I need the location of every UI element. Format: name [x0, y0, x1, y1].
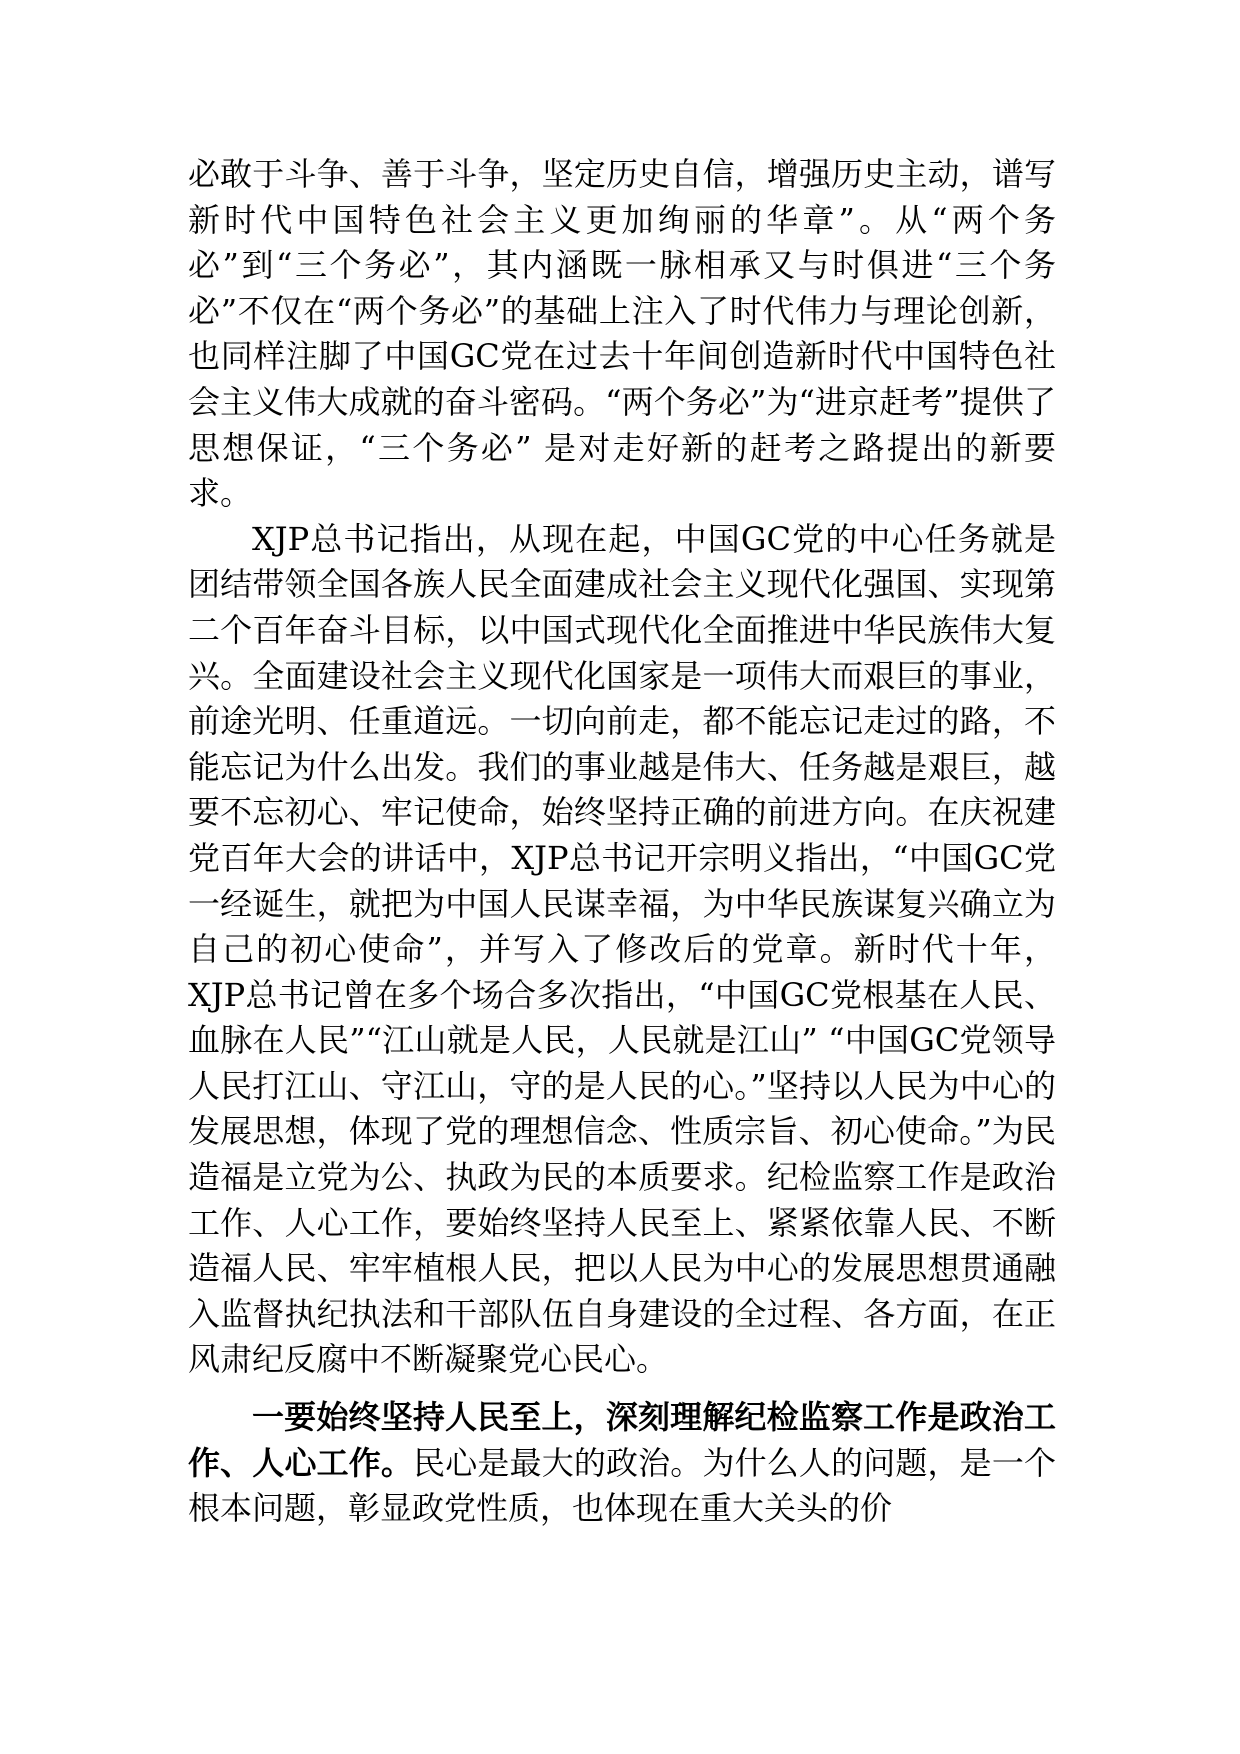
- paragraph-body-text: 民心是最大的政治。为什么人的问题，是一个根本问题，彰显政党性质，也体现在重大关头的价: [188, 1443, 1056, 1528]
- paragraph-central-task: XJP总书记指出，从现在起，中国GC党的中心任务就是团结带领全国各族人民全面建成社会主义现代化强国、实现第二个百年奋斗目标，以中国式现代化全面推进中华民族伟大复兴。全面建设社会主义现代化国家是一项伟大而艰巨的事业，前途光明、任重道远。一切向前走，都不能忘记走过的路，不能忘记为什么出发。我们的事业越是伟大、任务越是艰巨，越要不忘初心、牢记使命，始终坚持正确的前进方向。在庆祝建党百年大会的讲话中，XJP总书记开宗明义指出，“中国GC党一经诞生，就把为中国人民谋幸福，为中华民族谋复兴确立为自己的初心使命”，并写入了修改后的党章。新时代十年，XJP总书记曾在多个场合多次指出，“中国GC党根基在人民、血脉在人民”“江山就是人民，人民就是江山” “中国GC党领导人民打江山、守江山，守的是人民的心。”坚持以人民为中心的发展思想，体现了党的理想信念、性质宗旨、初心使命。”为民造福是立党为公、执政为民的本质要求。纪检监察工作是政治工作、人心工作，要始终坚持人民至上、紧紧依靠人民、不断造福人民、牢牢植根人民，把以人民为中心的发展思想贯通融入监督执纪执法和干部队伍自身建设的全过程、各方面，在正风肃纪反腐中不断凝聚党心民心。: [188, 519, 1056, 1379]
- document-body: [188, 152, 1056, 1532]
- paragraph-people-first: [188, 1395, 1056, 1532]
- paragraph-heading-bold: 一要始终坚持人民至上，深刻理解纪检监察工作是政治工作、人心工作。: [188, 1398, 1056, 1482]
- paragraph-continued: 必敢于斗争、善于斗争，坚定历史自信，增强历史主动，谱写新时代中国特色社会主义更加绚丽的华章”。从“两个务必”到“三个务必”，其内涵既一脉相承又与时俱进“三个务必”不仅在“两个务必”的基础上注入了时代伟力与理论创新，也同样注脚了中国GC党在过去十年间创造新时代中国特色社会主义伟大成就的奋斗密码。“两个务必”为“进京赶考”提供了思想保证，“三个务必” 是对走好新的赶考之路提出的新要求。: [188, 155, 1056, 513]
